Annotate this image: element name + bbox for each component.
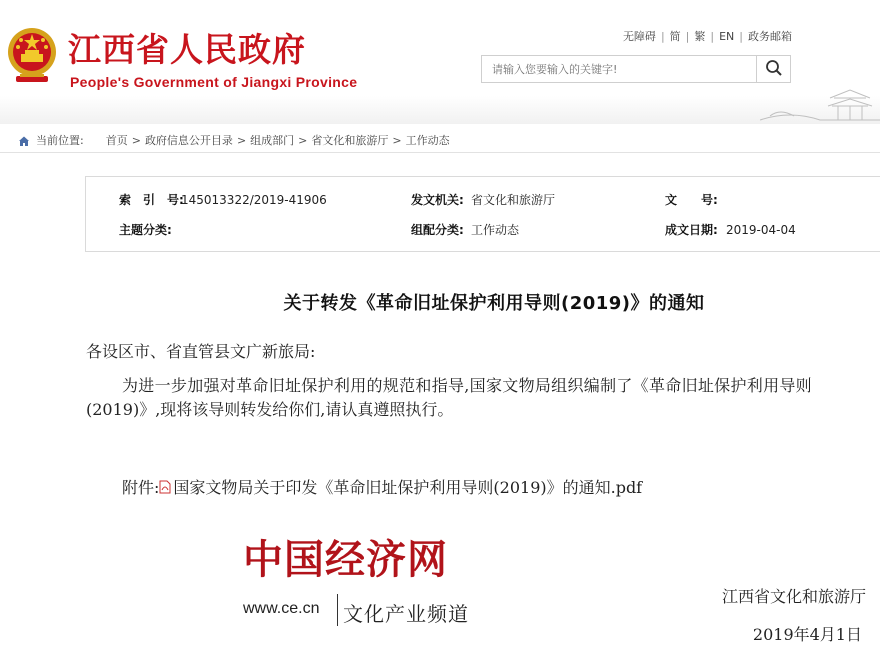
paragraph-line-2: (2019)》,现将该导则转发给你们,请认真遵照执行。 (86, 400, 454, 419)
search-button[interactable] (756, 55, 791, 83)
article-title: 关于转发《革命旧址保护利用导则(2019)》的通知 (283, 293, 705, 314)
pdf-icon (159, 480, 171, 494)
gov-mailbox-link[interactable]: 政务邮箱 (748, 30, 792, 43)
watermark-channel: 文化产业频道 (343, 602, 469, 626)
issuer-value: 省文化和旅游厅 (471, 193, 556, 207)
category-value: 工作动态 (471, 223, 520, 237)
search-icon (765, 59, 783, 77)
separator: | (685, 30, 690, 43)
simplified-chinese-link[interactable]: 简 (669, 30, 681, 43)
date-key: 成文日期: (665, 223, 718, 237)
chevron-right-icon: > (131, 134, 141, 147)
date-value: 2019-04-04 (726, 223, 796, 237)
site-header (0, 0, 880, 124)
category-key: 组配分类: (411, 223, 464, 237)
article-paragraph (86, 374, 876, 422)
home-icon (18, 135, 30, 147)
breadcrumb-label: 当前位置: (36, 134, 84, 147)
site-subtitle: People's Government of Jiangxi Province (70, 74, 358, 90)
accessibility-link[interactable]: 无障碍 (622, 30, 656, 43)
separator: | (710, 30, 715, 43)
traditional-chinese-link[interactable]: 繁 (694, 30, 706, 43)
breadcrumb (18, 132, 450, 150)
watermark-name: 中国经济网 (243, 537, 448, 583)
document-meta-table (85, 176, 880, 252)
breadcrumb-info-catalog[interactable]: 政府信息公开目录 (144, 134, 233, 147)
watermark-divider (337, 594, 338, 626)
index-number-value: 145013322/2019-41906 (181, 193, 327, 207)
attachment-label: 附件: (122, 478, 160, 497)
chevron-right-icon: > (298, 134, 308, 147)
breadcrumb-work-news[interactable]: 工作动态 (405, 134, 450, 147)
separator: | (739, 30, 743, 43)
english-link[interactable]: EN (719, 30, 735, 43)
breadcrumb-home[interactable]: 首页 (105, 134, 128, 147)
pavilion-icon (760, 86, 880, 124)
breadcrumb-departments[interactable]: 组成部门 (250, 134, 295, 147)
divider (0, 152, 880, 153)
breadcrumb-culture-tourism[interactable]: 省文化和旅游厅 (311, 134, 389, 147)
topic-key: 主题分类: (119, 223, 172, 237)
paragraph-line-1: 为进一步加强对革命旧址保护利用的规范和指导,国家文物局组织编制了《革命旧址保护利用导则 (122, 376, 812, 395)
issuer-key: 发文机关: (411, 193, 464, 207)
document-date: 2019年4月1日 (752, 625, 862, 644)
site-title[interactable]: 江西省人民政府 (68, 30, 306, 69)
chevron-right-icon: > (236, 134, 247, 147)
national-emblem-icon[interactable] (6, 24, 58, 86)
watermark-url: www.ce.cn (243, 600, 320, 617)
top-links (623, 28, 792, 44)
signature: 江西省文化和旅游厅 (721, 587, 866, 606)
attachment (122, 476, 642, 500)
salutation: 各设区市、省直管县文广新旅局: (86, 342, 316, 361)
separator: | (660, 30, 665, 43)
attachment-link[interactable]: 国家文物局关于印发《革命旧址保护利用导则(2019)》的通知.pdf (173, 478, 643, 497)
watermark-logo (243, 528, 493, 628)
index-number-key: 索 引 号: (119, 193, 184, 207)
search-input[interactable] (481, 55, 757, 83)
doc-number-key: 文 号: (665, 193, 718, 207)
chevron-right-icon: > (392, 134, 402, 147)
header-gradient (0, 96, 880, 124)
